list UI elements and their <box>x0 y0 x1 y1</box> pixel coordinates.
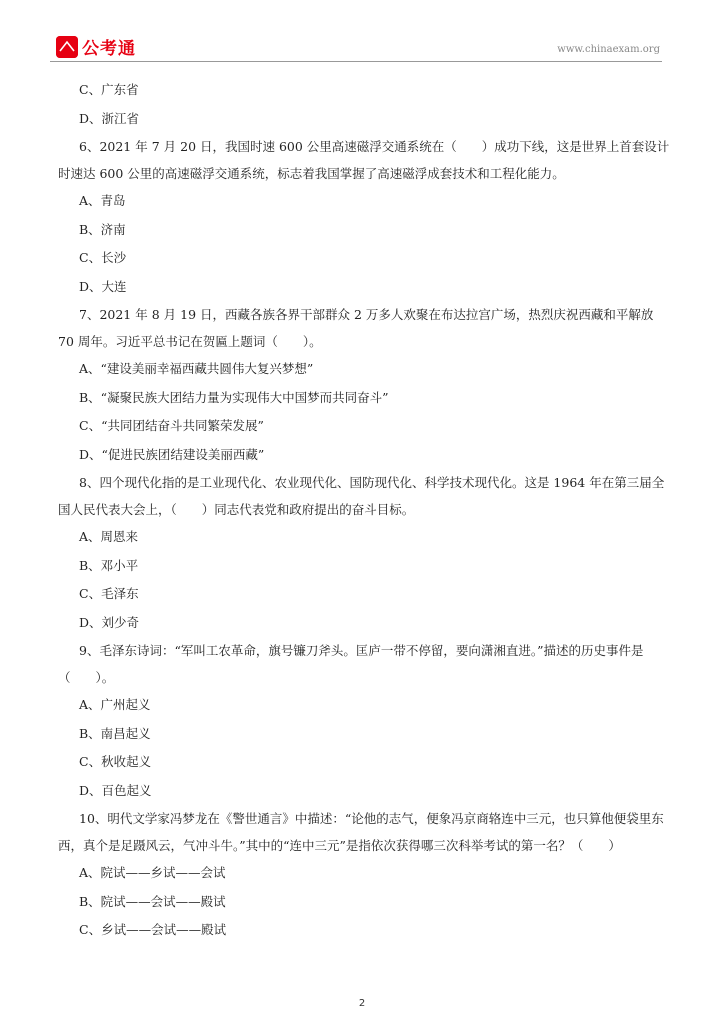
option-line: C、毛泽东 <box>79 586 139 601</box>
logo-text: 公考通 <box>82 39 136 59</box>
option-line: D、百色起义 <box>79 782 152 798</box>
question-6: 6、2021 年 7 月 20 日，我国时速 600 公里高速磁浮交通系统在（ ）成功下线，这是世界上首套设计时速达 600 公里的高速磁浮交通系统，标志着我国掌握了高速磁浮成套技术和工程化能力。 <box>58 139 670 181</box>
option-line: D、“促进民族团结建设美丽西藏” <box>79 446 265 462</box>
question-9: 9、毛泽东诗词：“军叫工农革命，旗号镰刀斧头。匡庐一带不停留，要向潇湘直进。”描述的历史事件是（ ）。 <box>58 643 644 685</box>
option-line: B、济南 <box>79 221 126 237</box>
option-line: A、广州起义 <box>79 697 151 712</box>
document-body <box>58 76 670 945</box>
option-line: A、周恩来 <box>79 529 139 544</box>
option-line: A、青岛 <box>79 193 126 208</box>
option-line: D、大连 <box>79 278 127 294</box>
site-url: www.chinaexam.org <box>557 44 660 55</box>
page-number: 2 <box>358 998 366 1009</box>
question-10: 10、明代文学家冯梦龙在《警世通言》中描述：“论他的志气，便象冯京商辂连中三元，也只算他便袋里东西，真个是足蹑风云，气冲斗牛。”其中的“连中三元”是指依次获得哪三次科举考试的第一名？（ ） <box>58 811 664 853</box>
option-line: C、乡试——会试——殿试 <box>79 922 227 937</box>
option-line: B、院试——会试——殿试 <box>79 893 226 909</box>
option-line: C、“共同团结奋斗共同繁荣发展” <box>79 418 264 433</box>
option-line: C、长沙 <box>79 250 127 265</box>
option-line: D、刘少奇 <box>79 614 140 630</box>
option-line: A、院试——乡试——会试 <box>79 865 226 880</box>
logo[interactable] <box>56 34 136 59</box>
option-line: D、浙江省 <box>79 110 140 126</box>
option-line: B、“凝聚民族大团结力量为实现伟大中国梦而共同奋斗” <box>79 389 389 405</box>
logo-mark <box>56 36 78 58</box>
question-8: 8、四个现代化指的是工业现代化、农业现代化、国防现代化、科学技术现代化。这是 1964 年在第三届全国人民代表大会上，（ ）同志代表党和政府提出的奋斗目标。 <box>58 475 665 517</box>
page-header <box>50 30 662 62</box>
header-divider <box>50 61 662 62</box>
option-line: B、邓小平 <box>79 557 139 573</box>
option-line: C、秋收起义 <box>79 754 152 769</box>
option-line: C、广东省 <box>79 82 139 97</box>
question-7: 7、2021 年 8 月 19 日，西藏各族各界干部群众 2 万多人欢聚在布达拉宫广场，热烈庆祝西藏和平解放 70 周年。习近平总书记在贺匾上题词（ ）。 <box>58 307 654 349</box>
option-line: B、南昌起义 <box>79 725 151 741</box>
option-line: A、“建设美丽幸福西藏共圆伟大复兴梦想” <box>79 361 314 376</box>
